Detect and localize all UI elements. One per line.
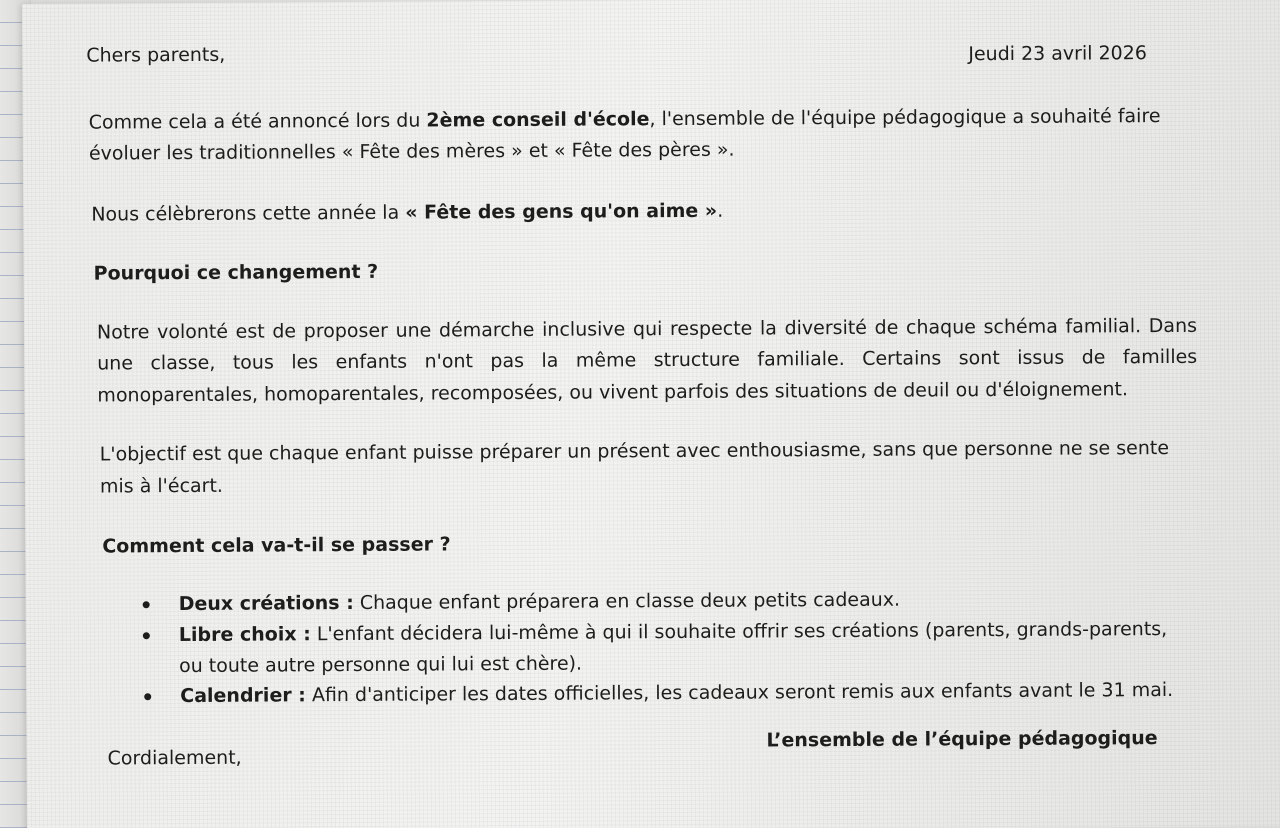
intro-line-2: évoluer les traditionnelles « Fête des mères » et « Fête des pères ». <box>88 138 735 165</box>
why-line-2: une classe, tous les enfants n'ont pas la même structure familiale. Certains sont issus de familles <box>97 345 1198 375</box>
council-reference: 2ème conseil d'école <box>426 108 650 132</box>
bullet-item-choice-continued: ou toute autre personne qui lui est chère). <box>178 652 583 678</box>
bullet-dot <box>143 601 150 608</box>
intro-line-1: Comme cela a été annoncé lors du 2ème conseil d'école, l'ensemble de l'équipe pédagogique a souhaité faire <box>88 105 1161 134</box>
heading-why: Pourquoi ce changement ? <box>93 260 379 285</box>
goal-line-1: L'objectif est que chaque enfant puisse préparer un présent avec enthousiasme, sans que personne ne se sente <box>99 437 1170 466</box>
bullet-dot <box>143 632 150 639</box>
bullet-item-choice: Libre choix : L'enfant décidera lui-même à qui il souhaite offrir ses créations (parents, grands-parents, <box>178 618 1168 647</box>
signature: L’ensemble de l’équipe pédagogique <box>766 727 1158 752</box>
greeting: Chers parents, <box>86 43 226 67</box>
bullet-dot <box>144 693 151 700</box>
celebration-sentence: Nous célèbrerons cette année la « Fête des gens qu'on aime ». <box>91 199 724 226</box>
letter-sheet <box>22 0 1280 828</box>
why-line-1: Notre volonté est de proposer une démarche inclusive qui respecte la diversité de chaque schéma familial. Dans <box>96 314 1198 344</box>
bullet-item-calendar: Calendrier : Afin d'anticiper les dates officielles, les cadeaux seront remis aux enfants avant le 31 mai. <box>180 678 1174 708</box>
why-line-3: monoparentales, homoparentales, recomposées, ou vivent parfois des situations de deuil ou d'éloignement. <box>97 378 1129 407</box>
goal-line-2: mis à l'écart. <box>99 474 224 498</box>
bullet-item-creations: Deux créations : Chaque enfant préparera en classe deux petits cadeaux. <box>178 588 901 616</box>
celebration-name: « Fête des gens qu'on aime » <box>405 199 718 224</box>
letter-date: Jeudi 23 avril 2026 <box>968 42 1147 66</box>
closing: Cordialement, <box>107 746 242 770</box>
heading-how: Comment cela va-t-il se passer ? <box>102 533 451 558</box>
